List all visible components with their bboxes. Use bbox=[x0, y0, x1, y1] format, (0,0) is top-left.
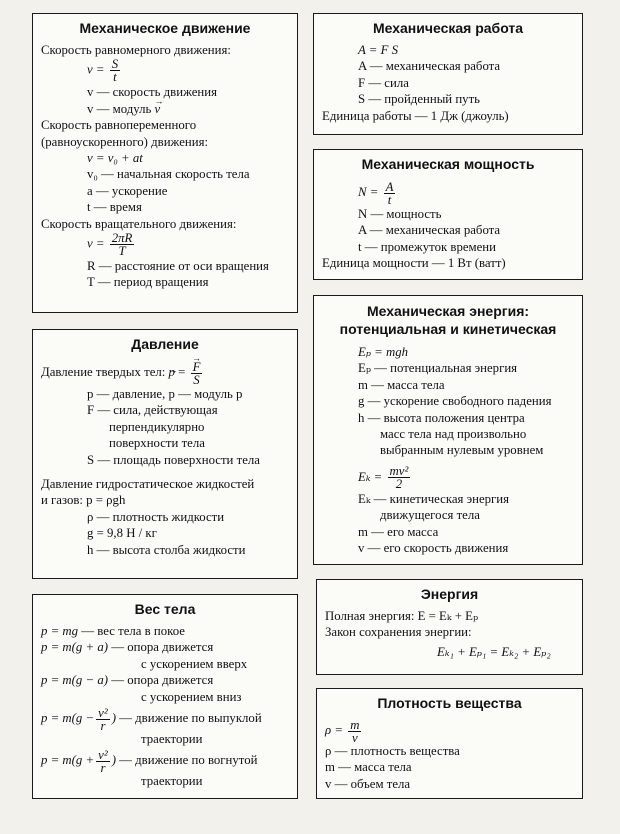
card-title: Плотность вещества bbox=[377, 695, 522, 711]
card-density bbox=[316, 688, 583, 799]
weight-row-cont: с ускорением вниз bbox=[141, 689, 242, 704]
definition: t — промежуток времени bbox=[358, 239, 497, 254]
definition: m — его масса bbox=[358, 524, 439, 539]
card-energy bbox=[316, 579, 583, 675]
definition: h — высота положения центра bbox=[358, 410, 525, 425]
fraction: → $\frac{F}{S}$ bbox=[191, 361, 203, 386]
definition: N — мощность bbox=[358, 207, 442, 221]
definition: v — его скорость движения bbox=[358, 541, 509, 556]
definition: A — механическая работа bbox=[358, 59, 501, 74]
fraction: $\frac{\text{v²}}{r}$ bbox=[98, 748, 108, 775]
fraction: $\frac{S}{t}$ bbox=[111, 57, 119, 85]
definition: ρ — плотность вещества bbox=[325, 744, 460, 758]
text-line: (равноускоренного) движения: bbox=[41, 134, 209, 149]
unit-line: Единица мощности — 1 Вт (ватт) bbox=[322, 256, 506, 271]
definition: R — расстояние от оси вращения bbox=[87, 259, 269, 274]
card-title: Механическое движение bbox=[79, 20, 251, 36]
formula: Eₖ₁ + Eₚ₁ = Eₖ₂ + Eₚ₂ bbox=[437, 644, 551, 659]
card-title: Вес тела bbox=[134, 601, 196, 617]
text-line: Закон сохранения энергии: bbox=[325, 625, 472, 640]
card-pressure bbox=[32, 329, 298, 579]
definition: m — масса тела bbox=[325, 760, 412, 775]
definition: S — пройденный путь bbox=[358, 92, 481, 107]
text-line: Скорость равномерного движения: bbox=[41, 43, 231, 57]
card-title: Механическая работа bbox=[372, 20, 524, 36]
card-title: Механическая энергия: потенциальная и кинетическая bbox=[339, 303, 557, 337]
formula: A = F S bbox=[358, 43, 399, 57]
unit-line: Единица работы — 1 Дж (джоуль) bbox=[322, 108, 509, 123]
weight-row: p = m(g − a) — опора движется bbox=[41, 673, 214, 688]
definition: g = 9,8 Н / кг bbox=[87, 526, 157, 541]
card-body-weight bbox=[32, 594, 298, 799]
definition: движущегося тела bbox=[380, 508, 480, 523]
definition: v₀ — начальная скорость тела bbox=[87, 167, 250, 182]
weight-row: p = mg — вес тела в покое bbox=[41, 624, 185, 638]
card-mechanical-motion bbox=[32, 13, 298, 313]
text-line: и газов: p = ρgh bbox=[41, 493, 126, 508]
definition: p — давление, p — модуль p bbox=[87, 387, 243, 401]
definition: v — модуль → v bbox=[41, 101, 289, 117]
card-title: Энергия bbox=[420, 586, 479, 602]
fraction: $\frac{A}{t}$ bbox=[385, 179, 394, 207]
definition: a — ускорение bbox=[87, 183, 168, 198]
definition: F — сила, действующая bbox=[87, 403, 218, 418]
definition: A — механическая работа bbox=[358, 223, 501, 238]
definition: t — время bbox=[87, 200, 142, 215]
definition: выбранным нулевым уровнем bbox=[380, 443, 544, 458]
definition: масс тела над произвольно bbox=[380, 427, 527, 442]
definition: v — объем тела bbox=[325, 776, 411, 791]
weight-row: p = m(g + a) — опора движется bbox=[41, 640, 214, 655]
definition: h — высота столба жидкости bbox=[87, 542, 246, 557]
text-line: Скорость равнопеременного bbox=[41, 118, 197, 133]
definition: Eₖ — кинетическая энергия bbox=[358, 491, 510, 506]
card-title: Механическая мощность bbox=[361, 156, 535, 172]
definition: v — скорость движения bbox=[87, 85, 217, 100]
formula: Eₖ = $\frac{\text{mv²}}{2}$ bbox=[358, 464, 409, 492]
definition: m — масса тела bbox=[358, 377, 445, 392]
card-mechanical-work bbox=[313, 13, 583, 135]
definition: S — площадь поверхности тела bbox=[87, 452, 260, 467]
definition: T — период вращения bbox=[87, 275, 209, 290]
card-mechanical-power bbox=[313, 149, 583, 280]
text-line: Давление гидростатическое жидкостей bbox=[41, 477, 255, 492]
text-line: Скорость вращательного движения: bbox=[41, 216, 237, 231]
text-line: Полная энергия: E = Eₖ + Eₚ bbox=[325, 609, 479, 623]
formula: Eₚ = mgh bbox=[358, 345, 409, 359]
weight-row: p = m(g + $\frac{\text{v²}}{r}$ ) — движение по вогнутой bbox=[41, 748, 258, 775]
formula: ρ = $\frac{m}{v}$ bbox=[325, 717, 360, 745]
fraction: $\frac{2\pi R}{T}$ bbox=[111, 231, 133, 259]
weight-row-cont: траектории bbox=[141, 774, 203, 789]
formula: Давление твердых тел: → p = → $\frac{F}{S}$ bbox=[41, 358, 289, 386]
formula: N = $\frac{A}{t}$ bbox=[358, 179, 394, 207]
definition: перпендикулярно bbox=[109, 419, 205, 434]
fraction: $\frac{m}{v}$ bbox=[350, 717, 360, 745]
definition: F — сила bbox=[358, 75, 409, 90]
formula: v = v₀ + at bbox=[87, 151, 143, 166]
card-mechanical-energy bbox=[313, 295, 583, 565]
definition: Eₚ — потенциальная энергия bbox=[358, 361, 518, 376]
card-title: Давление bbox=[131, 336, 199, 352]
formula: v = $\frac{2\pi R}{T}$ bbox=[87, 231, 133, 259]
definition: g — ускорение свободного падения bbox=[358, 394, 552, 409]
fraction: $\frac{\text{v²}}{r}$ bbox=[98, 705, 108, 733]
definition: поверхности тела bbox=[109, 436, 205, 451]
weight-row: p = m(g − $\frac{\text{v²}}{r}$ ) — движение по выпуклой bbox=[41, 705, 262, 733]
weight-row-cont: с ускорением вверх bbox=[141, 656, 248, 671]
weight-row-cont: траектории bbox=[141, 732, 203, 747]
fraction: $\frac{\text{mv²}}{2}$ bbox=[389, 464, 409, 492]
definition: ρ — плотность жидкости bbox=[87, 509, 225, 524]
formula: v = $\frac{S}{t}$ bbox=[87, 57, 119, 85]
